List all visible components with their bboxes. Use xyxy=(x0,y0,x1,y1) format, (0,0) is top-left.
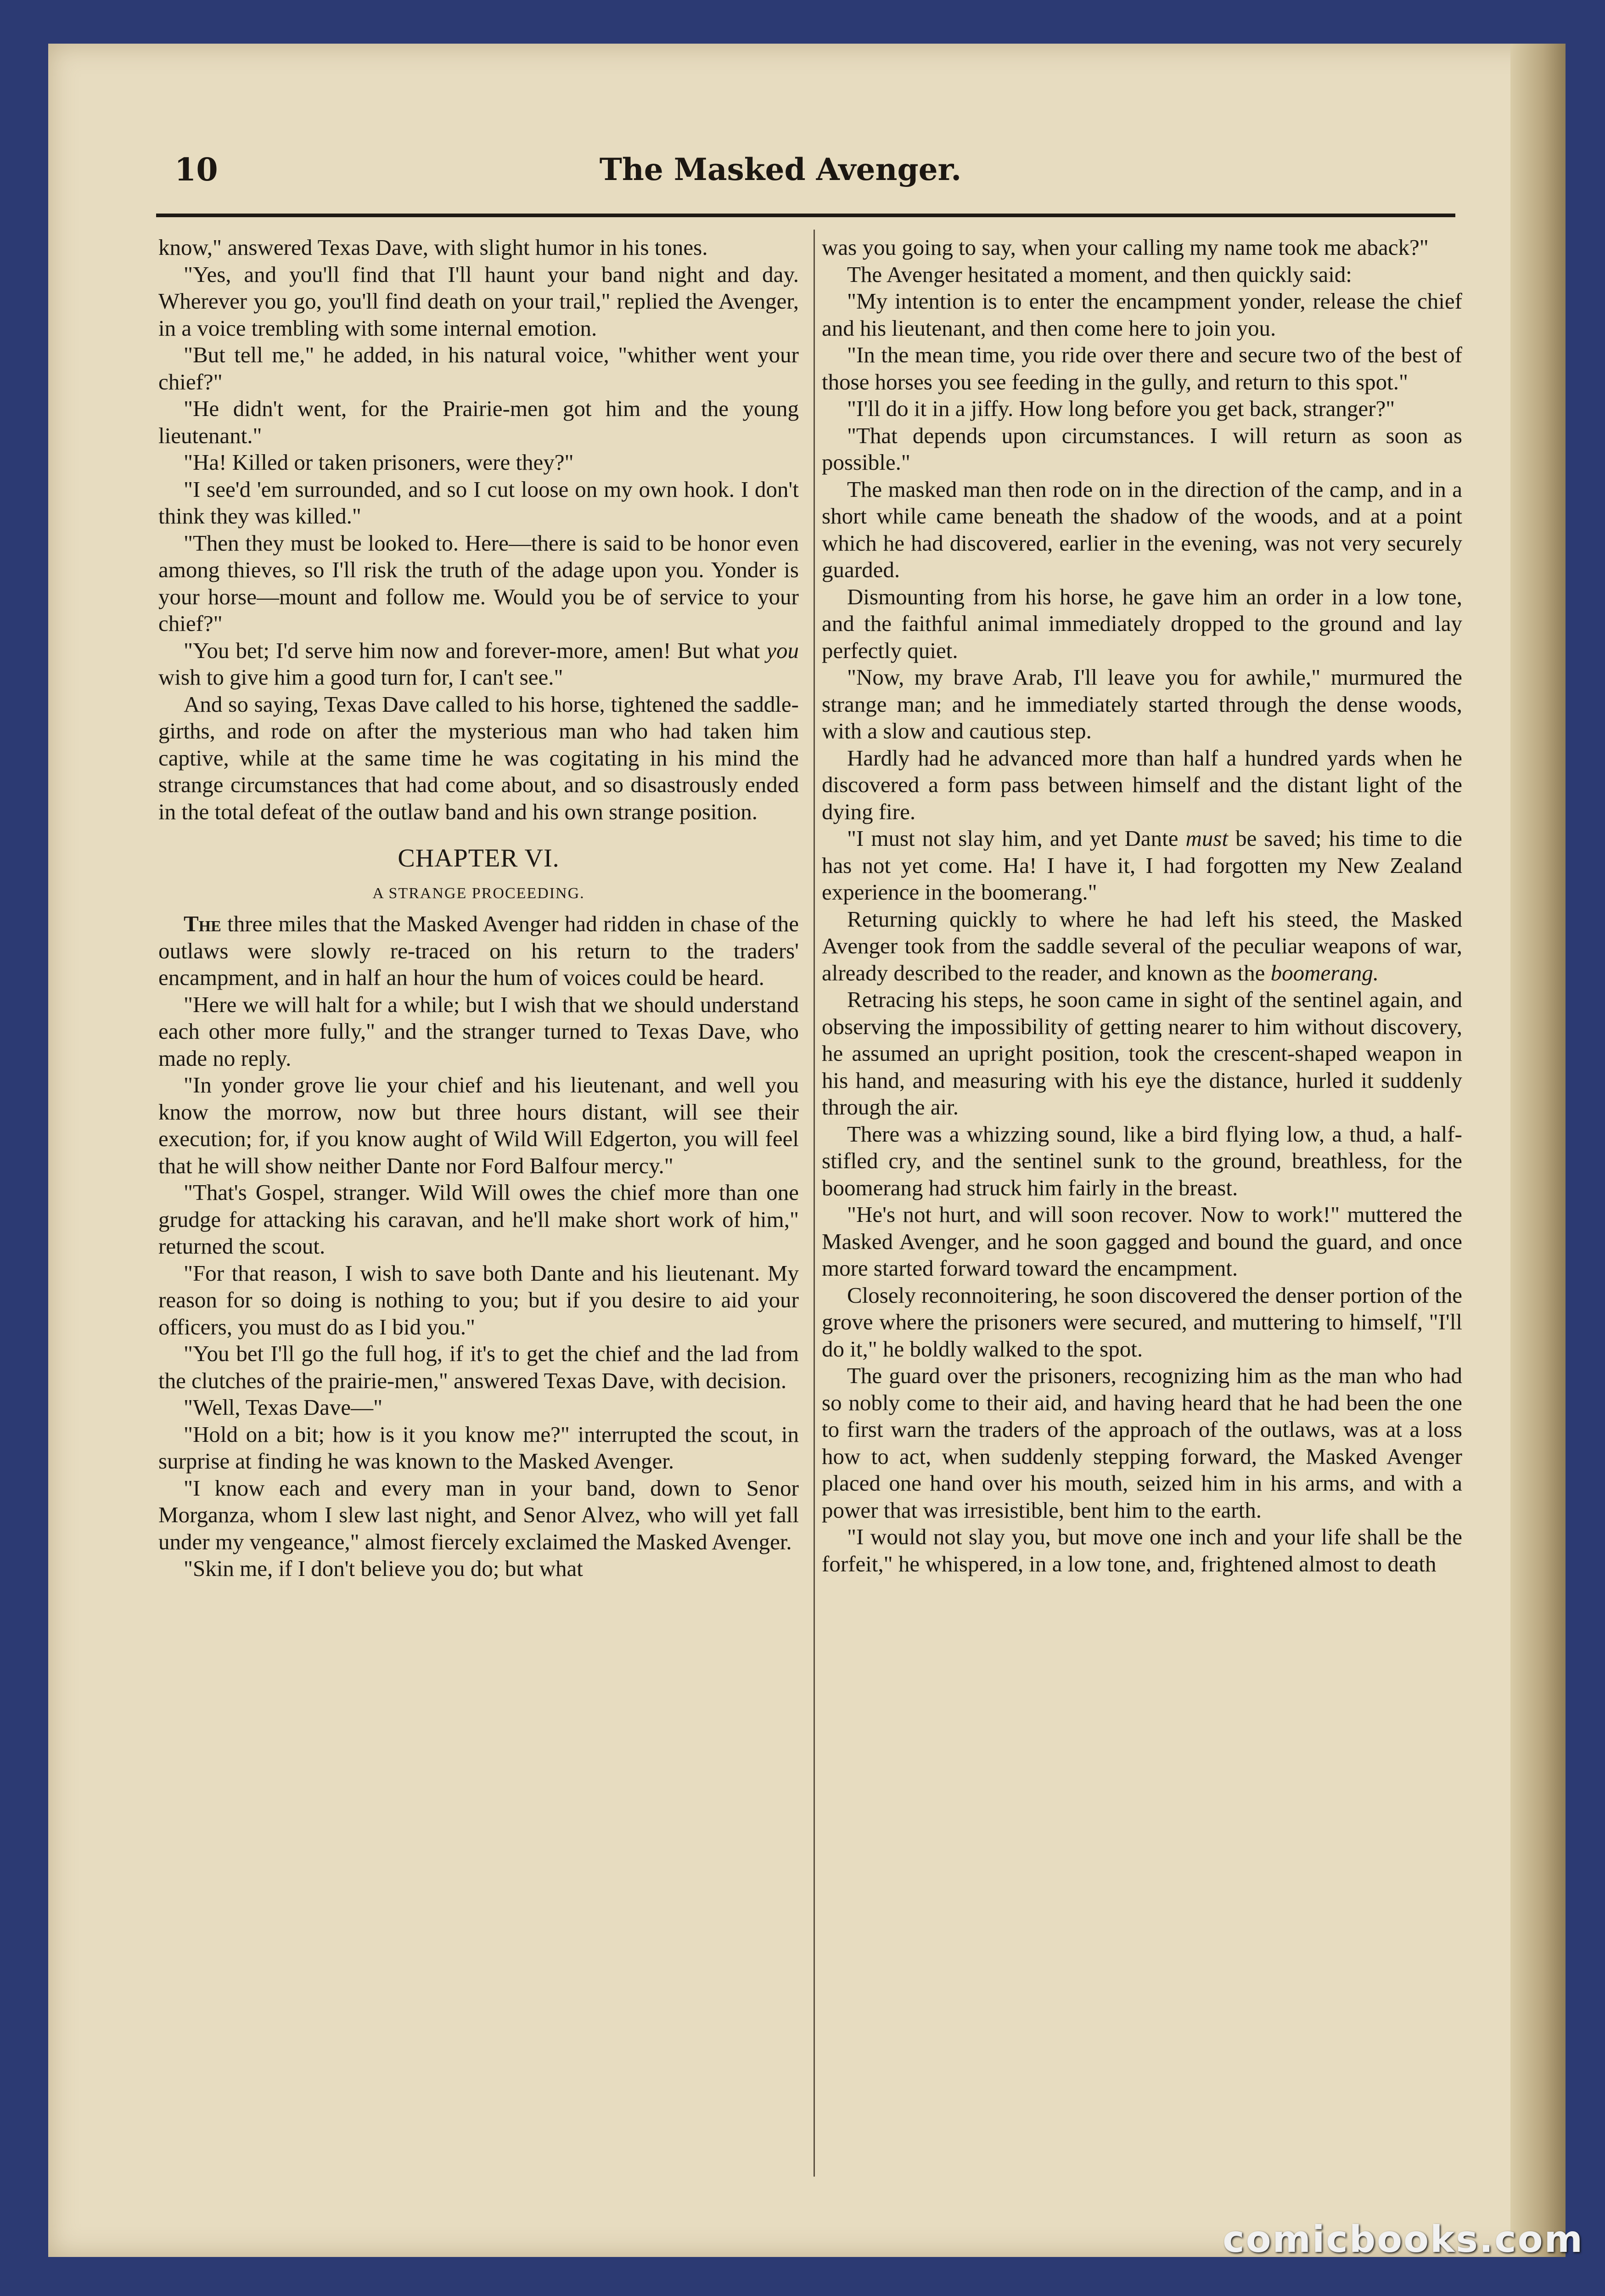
paragraph: "That's Gospel, stranger. Wild Will owes the chief more than one grudge for attacking his caravan, and he'll make short work of him," returned the scout. xyxy=(158,1180,799,1259)
column-divider xyxy=(814,230,815,2177)
text-run: three miles that the Masked Avenger had ridden in chase of the outlaws were slowly re-traced on his return to the traders' encampment, and in half an hour the hum of voices could be heard. xyxy=(158,911,799,990)
paragraph: "But tell me," he added, in his natural voice, "whither went your chief?" xyxy=(158,342,799,394)
paragraph: Hardly had he advanced more than half a hundred yards when he discovered a form pass between himself and the distant light of the dying fire. xyxy=(822,745,1462,824)
paragraph: Closely reconnoitering, he soon discovered the denser portion of the grove where the prisoners were secured, and muttering to himself, "I'll do it," he boldly walked to the spot. xyxy=(822,1282,1462,1362)
paragraph: "You bet I'll go the full hog, if it's to get the chief and the lad from the clutches of the prairie-men," answered Texas Dave, with decision. xyxy=(158,1341,799,1393)
emphasis: must xyxy=(1185,826,1229,851)
paragraph: "In yonder grove lie your chief and his lieutenant, and well you know the morrow, now but three hours distant, will see their execution; for, if you know aught of Wild Will Edgerton, you will feel that he will show neither Dante nor Ford Balfour mercy." xyxy=(158,1072,799,1178)
paragraph xyxy=(158,637,799,691)
paragraph: Dismounting from his horse, he gave him an order in a low tone, and the faithful animal immediately dropped to the ground and lay perfectly quiet. xyxy=(822,584,1462,663)
chapter-heading: CHAPTER VI. xyxy=(398,844,560,872)
paragraph: "I would not slay you, but move one inch and your life shall be the forfeit," he whispered, in a low tone, and, frightened almost to death xyxy=(822,1524,1462,1576)
paragraph: "For that reason, I wish to save both Dante and his lieutenant. My reason for so doing is nothing to you; but if you desire to aid your officers, you must do as I bid you." xyxy=(158,1260,799,1339)
paragraph: "Hold on a bit; how is it you know me?" interrupted the scout, in surprise at finding he was known to the Masked Avenger. xyxy=(158,1421,799,1474)
paragraph: "I know each and every man in your band, down to Senor Morganza, whom I slew last night, and Senor Alvez, who will yet fall under my vengeance," almost fiercely exclaimed the Masked Avenger. xyxy=(158,1475,799,1554)
text-run: Returning quickly to where he had left his steed, the Masked Avenger took from the saddle several of the peculiar weapons of war, already described to the reader, and known as the xyxy=(822,906,1462,985)
left-column xyxy=(158,234,799,2177)
paragraph: There was a whizzing sound, like a bird flying low, a thud, a half-stifled cry, and the sentinel sunk to the ground, breathless, for the boomerang had struck him fairly in the breast. xyxy=(822,1121,1462,1200)
text-run: wish to give him a good turn for, I can't see." xyxy=(158,664,563,690)
paragraph: "Well, Texas Dave—" xyxy=(184,1395,383,1420)
header-rule xyxy=(156,214,1455,217)
paragraph: "My intention is to enter the encampment yonder, release the chief and his lieutenant, and then come here to join you. xyxy=(822,288,1462,341)
text-run: "You bet; I'd serve him now and forever-more, amen! But what xyxy=(184,637,767,663)
page-header xyxy=(108,152,1453,207)
right-column xyxy=(822,234,1462,2177)
paragraph: "He didn't went, for the Prairie-men got him and the young lieutenant." xyxy=(158,396,799,448)
paragraph xyxy=(158,911,799,991)
paragraph: "Skin me, if I don't believe you do; but what xyxy=(184,1556,583,1581)
text-run: "I must not slay him, and yet Dante xyxy=(847,826,1186,851)
site-watermark: comicbooks.com xyxy=(1223,2218,1584,2261)
paragraph: And so saying, Texas Dave called to his horse, tightened the saddle-girths, and rode on after the mysterious man who had taken him captive, while at the same time he was cogitating in his mind the strange circumstances that had come about, and so disastrously ended in the total defeat of the outlaw band and his own strange position. xyxy=(158,691,799,824)
paragraph: "Then they must be looked to. Here—there is said to be honor even among thieves, so I'll risk the truth of the adage upon you. Yonder is your horse—mount and follow me. Would you be of service to your chief?" xyxy=(158,530,799,636)
chapter-subtitle: A STRANGE PROCEEDING. xyxy=(372,885,585,902)
emphasis: boomerang. xyxy=(1270,960,1379,985)
paragraph: "Now, my brave Arab, I'll leave you for awhile," murmured the strange man; and he immediately started through the dense woods, with a slow and cautious step. xyxy=(822,664,1462,743)
paragraph: The guard over the prisoners, recognizing him as the man who had so nobly come to their aid, and having heard that he had been the one to first warn the traders of the approach of the outlaws, was at a loss how to act, when suddenly stepping forward, the Masked Avenger placed one hand over his mouth, seized him in his arms, and with a power that was irresistible, bent him to the earth. xyxy=(822,1363,1462,1523)
drop-word: The xyxy=(184,911,221,936)
paragraph: Retracing his steps, he soon came in sight of the sentinel again, and observing the impossibility of getting nearer to him without discovery, he assumed an upright position, took the crescent-shaped weapon in his hand, and measuring with his eye the distance, hurled it suddenly through the air. xyxy=(822,987,1462,1120)
paragraph: "That depends upon circumstances. I will return as soon as possible." xyxy=(822,422,1462,475)
paragraph: "Ha! Killed or taken prisoners, were they?" xyxy=(184,450,574,475)
paragraph: "In the mean time, you ride over there and secure two of the best of those horses you see feeding in the gully, and return to this spot." xyxy=(822,342,1462,394)
text-run: be saved; his time to die has not yet come. Ha! I have it, I had forgotten my New Zealand experience in the boomerang." xyxy=(822,826,1462,905)
paragraph xyxy=(822,825,1462,906)
paragraph: "I'll do it in a jiffy. How long before you get back, stranger?" xyxy=(847,396,1395,421)
paragraph: "Yes, and you'll find that I'll haunt your band night and day. Wherever you go, you'll find death on your trail," replied the Avenger, in a voice trembling with some internal emotion. xyxy=(158,261,799,341)
paragraph: "Here we will halt for a while; but I wish that we should understand each other more fully," and the stranger turned to Texas Dave, who made no reply. xyxy=(158,991,799,1071)
paragraph: "He's not hurt, and will soon recover. Now to work!" muttered the Masked Avenger, and he soon gagged and bound the guard, and once more started forward toward the encampment. xyxy=(822,1202,1462,1281)
binding-spine xyxy=(1510,44,1566,2257)
emphasis: you xyxy=(766,637,799,663)
paragraph: "I see'd 'em surrounded, and so I cut loose on my own hook. I don't think they was killed." xyxy=(158,476,799,529)
paragraph: The Avenger hesitated a moment, and then quickly said: xyxy=(847,261,1352,287)
paragraph xyxy=(822,906,1462,987)
running-title: The Masked Avenger. xyxy=(599,152,962,187)
paragraph: The masked man then rode on in the direction of the camp, and in a short while came beneath the shadow of the woods, and at a point which he had discovered, earlier in the evening, was not very securely guarded. xyxy=(822,476,1462,582)
page-number: 10 xyxy=(174,152,218,188)
paragraph: was you going to say, when your calling my name took me aback?" xyxy=(822,235,1429,260)
paragraph: know," answered Texas Dave, with slight humor in his tones. xyxy=(158,235,708,260)
